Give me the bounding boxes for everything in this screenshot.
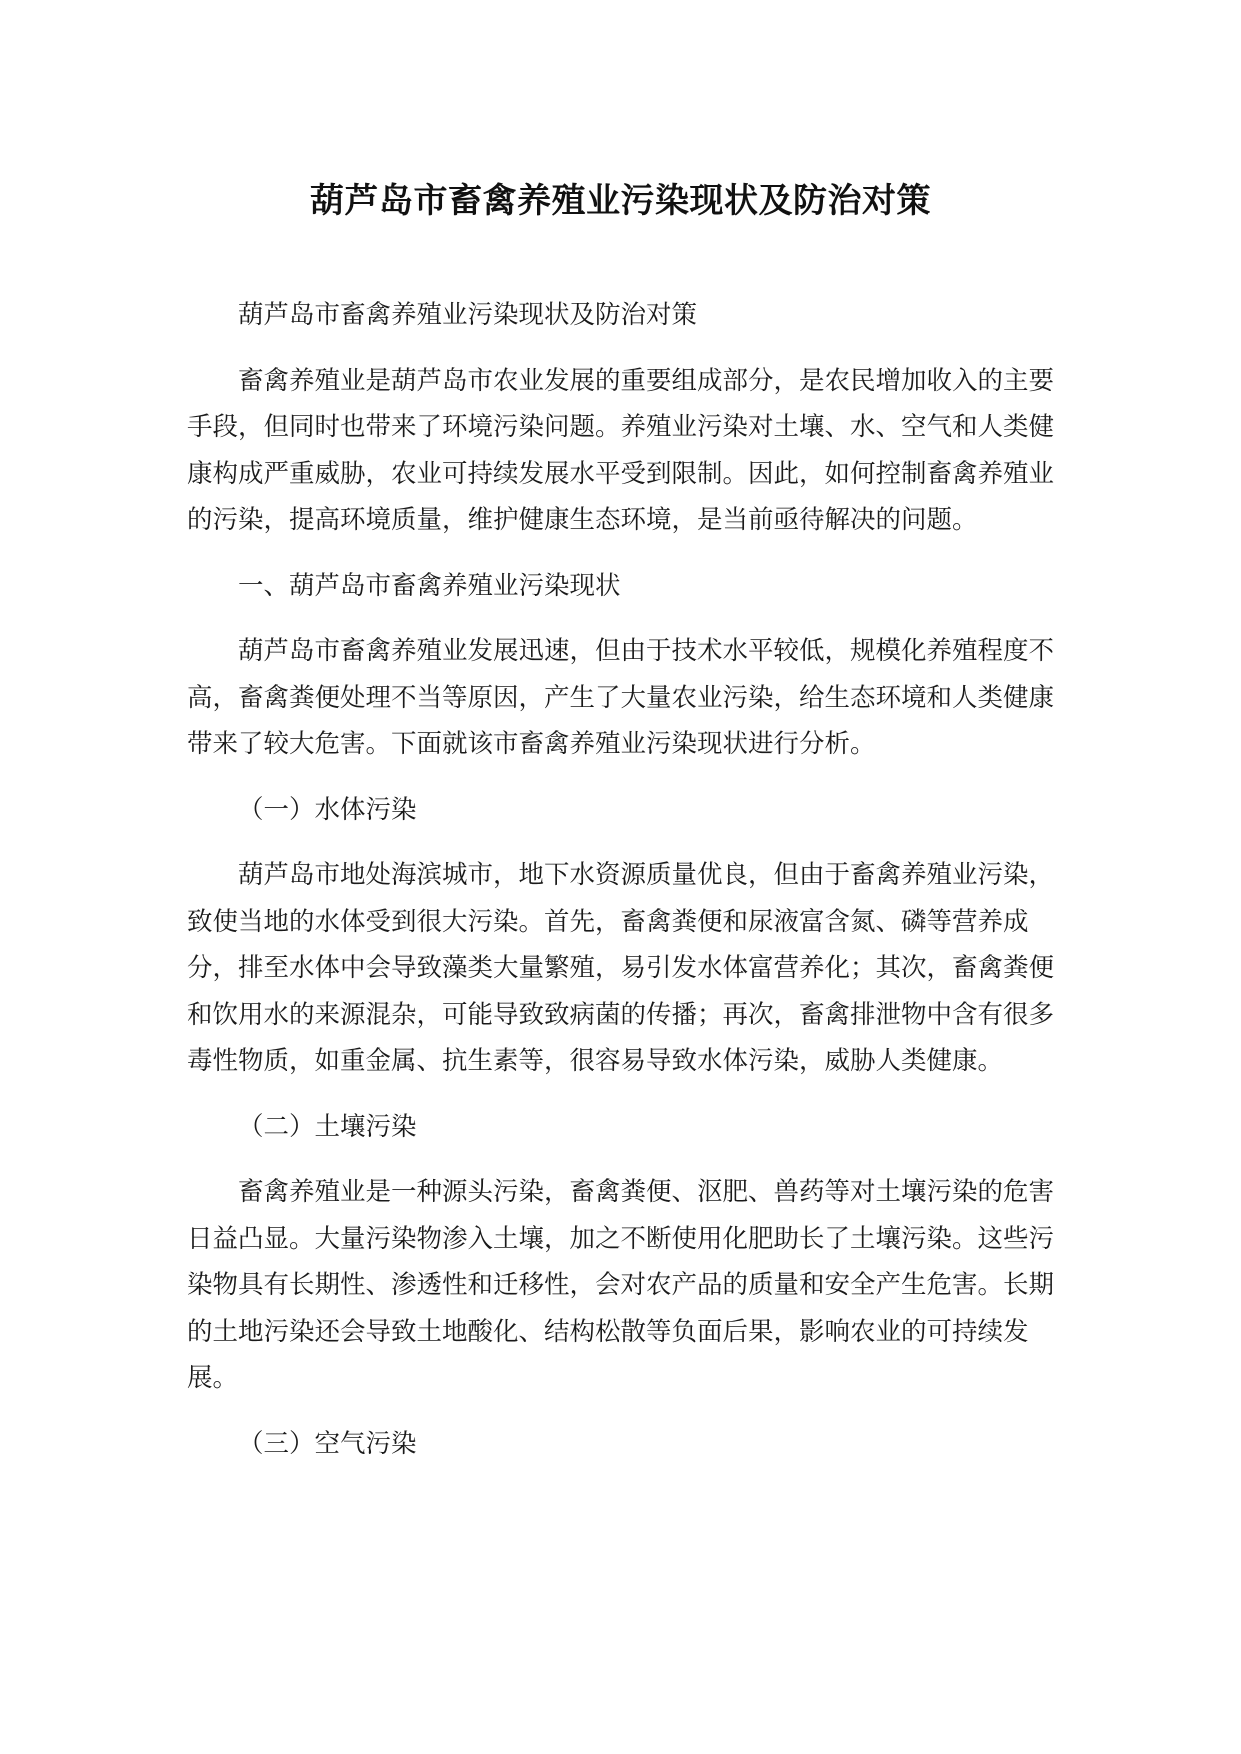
document-title: 葫芦岛市畜禽养殖业污染现状及防治对策	[310, 181, 931, 221]
subsection-paragraph-soil: 畜禽养殖业是一种源头污染，畜禽粪便、沤肥、兽药等对土壤污染的危害日益凸显。大量污染物渗入土壤，加之不断使用化肥助长了土壤污染。这些污染物具有长期性、渗透性和迁移性，会对农产品的质量和安全产生危害。长期的土地污染还会导致土地酸化、结构松散等负面后果，影响农业的可持续发展。	[187, 1177, 1055, 1393]
section-heading: 一、葫芦岛市畜禽养殖业污染现状	[238, 570, 621, 601]
subsection-paragraph-water: 葫芦岛市地处海滨城市，地下水资源质量优良，但由于畜禽养殖业污染，致使当地的水体受到很大污染。首先，畜禽粪便和尿液富含氮、磷等营养成分，排至水体中会导致藻类大量繁殖，易引发水体富营养化；其次，畜禽粪便和饮用水的来源混杂，可能导致致病菌的传播；再次，畜禽排泄物中含有很多毒性物质，如重金属、抗生素等，很容易导致水体污染，威胁人类健康。	[187, 860, 1055, 1076]
subsection-heading-air: （三）空气污染	[238, 1428, 417, 1459]
section-paragraph: 葫芦岛市畜禽养殖业发展迅速，但由于技术水平较低，规模化养殖程度不高，畜禽粪便处理不当等原因，产生了大量农业污染，给生态环境和人类健康带来了较大危害。下面就该市畜禽养殖业污染现状进行分析。	[187, 636, 1055, 759]
document-body	[187, 292, 1067, 1486]
intro-paragraph: 畜禽养殖业是葫芦岛市农业发展的重要组成部分，是农民增加收入的主要手段，但同时也带来了环境污染问题。养殖业污染对土壤、水、空气和人类健康构成严重威胁，农业可持续发展水平受到限制。因此，如何控制畜禽养殖业的污染，提高环境质量，维护健康生态环境，是当前亟待解决的问题。	[187, 365, 1055, 535]
document-subtitle: 葫芦岛市畜禽养殖业污染现状及防治对策	[238, 300, 698, 330]
subsection-heading-soil: （二）土壤污染	[238, 1111, 417, 1142]
subsection-heading-water: （一）水体污染	[238, 794, 417, 825]
